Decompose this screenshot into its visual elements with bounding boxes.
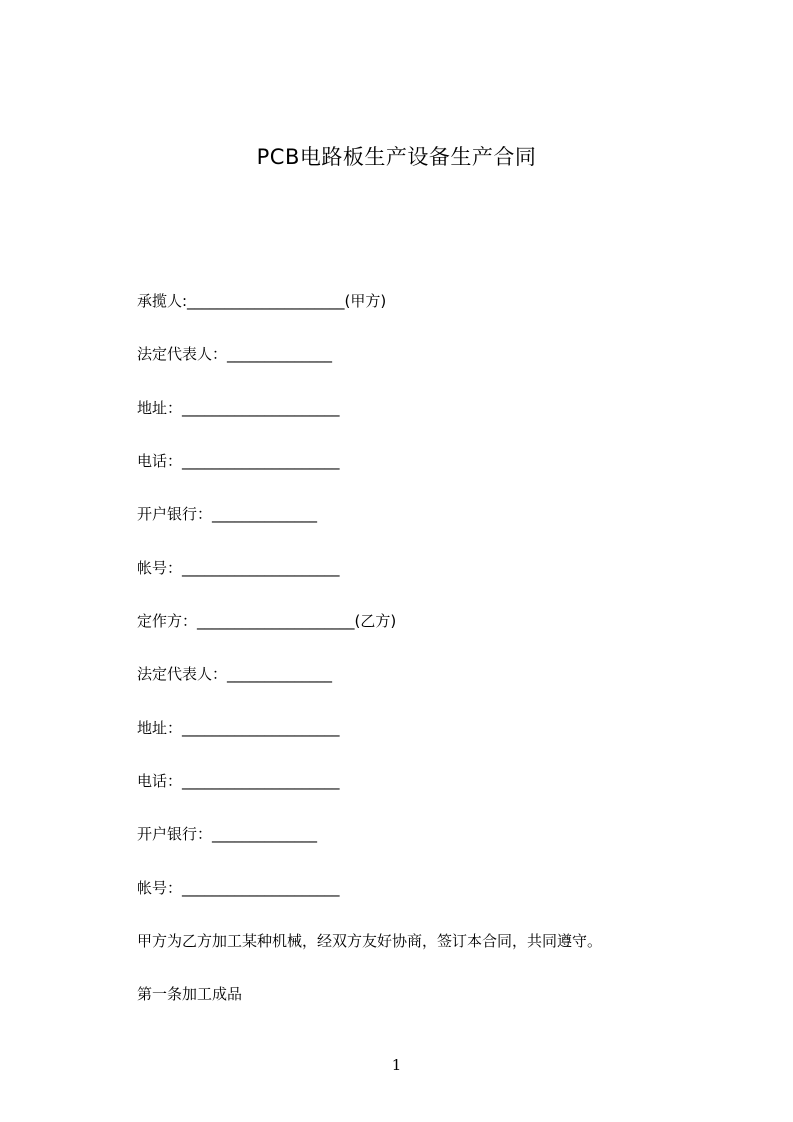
document-title: PCB电路板生产设备生产合同	[256, 145, 537, 169]
intro-paragraph: 甲方为乙方加工某种机械，经双方友好协商，签订本合同，共同遵守。	[137, 932, 603, 950]
party-a-phone-line: 电话：_____________________	[137, 452, 340, 470]
contractor-line: 承揽人:_____________________(甲方)	[137, 292, 387, 310]
party-b-phone-line: 电话：_____________________	[137, 772, 340, 790]
party-a-legal-rep-line: 法定代表人：______________	[137, 345, 333, 363]
page-number: 1	[391, 1056, 402, 1074]
party-b-bank-line: 开户银行：______________	[137, 825, 318, 843]
party-a-account-line: 帐号：_____________________	[137, 559, 340, 577]
article-1-heading: 第一条加工成品	[137, 985, 243, 1003]
party-a-bank-line: 开户银行：______________	[137, 505, 318, 523]
party-a-address-line: 地址：_____________________	[137, 399, 340, 417]
party-b-account-line: 帐号：_____________________	[137, 879, 340, 897]
orderer-line: 定作方：_____________________(乙方)	[137, 612, 397, 630]
party-b-legal-rep-line: 法定代表人：______________	[137, 665, 333, 683]
party-b-address-line: 地址：_____________________	[137, 719, 340, 737]
